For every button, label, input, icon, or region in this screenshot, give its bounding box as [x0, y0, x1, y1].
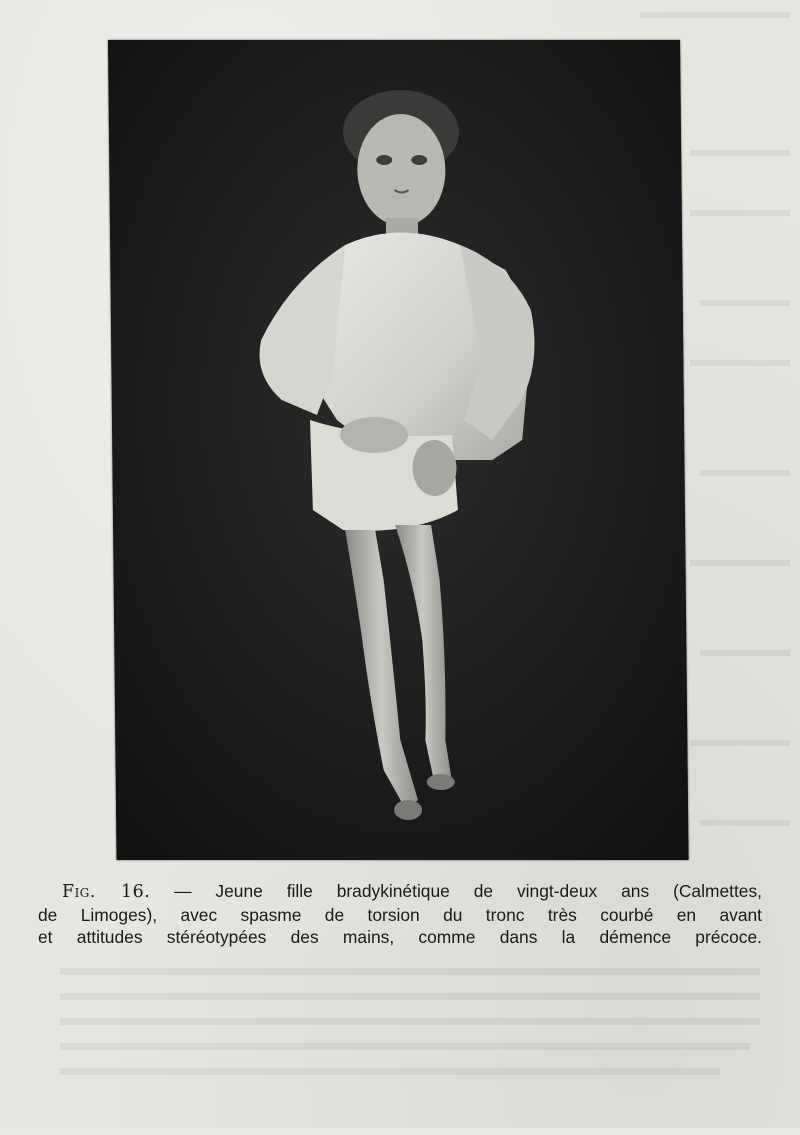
figure-caption — [38, 880, 762, 949]
caption-line-1-text: — Jeune fille bradykinétique de vingt-deux ans (Calmettes, — [150, 881, 762, 901]
caption-line-1 — [38, 880, 762, 904]
caption-line-2: de Limoges), avec spasme de torsion du tronc très courbé en avant — [38, 904, 762, 925]
photograph-figure-illustration — [108, 40, 689, 860]
patient-photograph — [108, 40, 689, 860]
caption-line-3: et attitudes stéréotypées des mains, comme dans la démence précoce. — [38, 927, 762, 947]
figure-label: Fig. 16. — [62, 882, 151, 902]
